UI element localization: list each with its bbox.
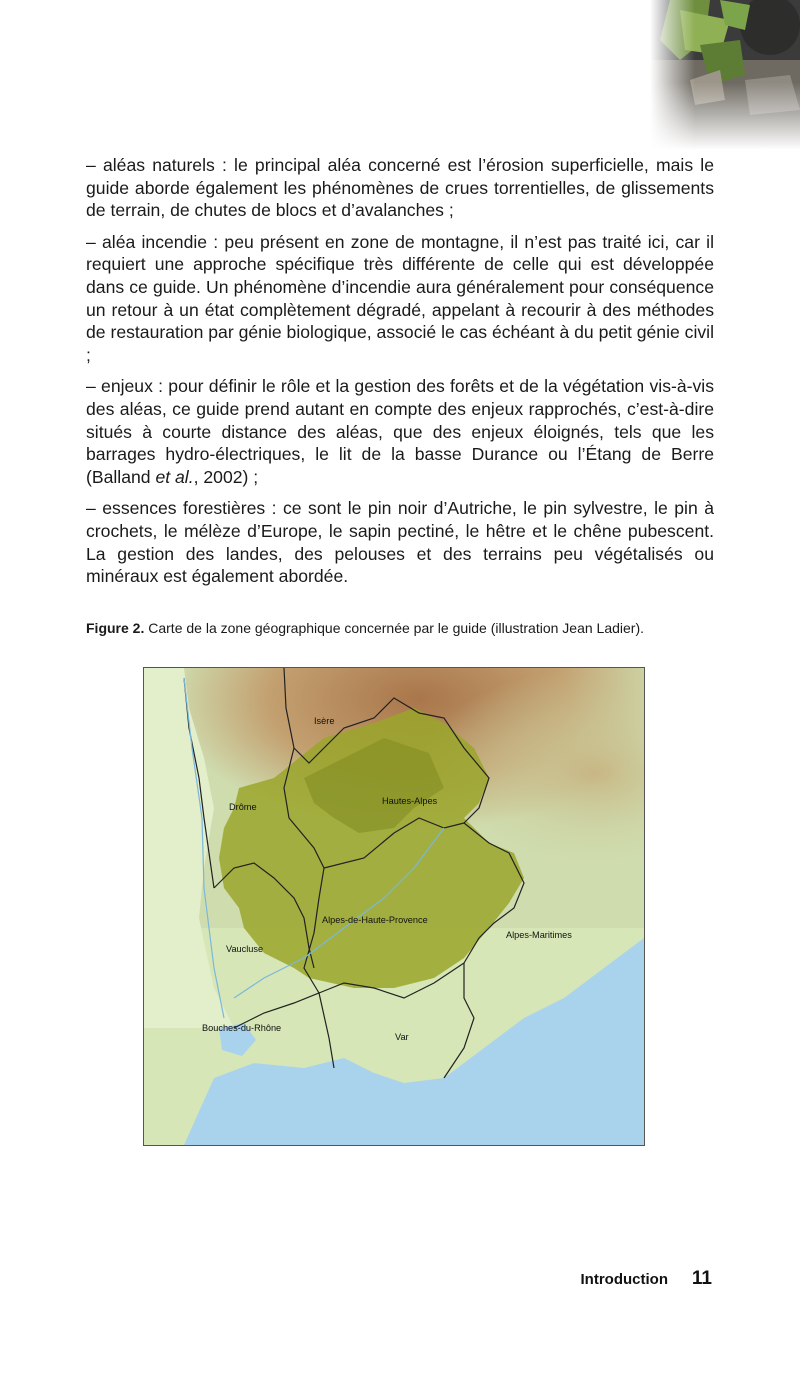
enjeux-text: – enjeux : pour définir le rôle et la gestion des forêts et de la végétation vis-à-vis des aléas, ce guide prend autant en compte des enjeux rapprochés, c’est-à-dire situés à courte distance des aléas, que des enjeux éloignés, tels que les barrages hydro-électriques, le lit de la basse Durance ou l’Étang de Berre (Balland: [86, 376, 714, 487]
label-var: Var: [395, 1032, 409, 1042]
figure-caption: [86, 619, 726, 637]
label-alpes-de-haute-provence: Alpes-de-Haute-Provence: [322, 915, 428, 925]
paragraph-alea-incendie: – aléa incendie : peu présent en zone de montagne, il n’est pas traité ici, car il requiert une approche spécifique très différente de celle qui est développée dans ce guide. Un phénomène d’incendie aura généralement pour conséquence un retour à un état complètement dégradé, appelant à recourir à des méthodes de restauration par génie biologique, associé le cas échéant à du petit génie civil ;: [86, 231, 714, 365]
label-drome: Drôme: [229, 802, 257, 812]
figure-label: Figure 2.: [86, 620, 145, 636]
paragraph-essences: – essences forestières : ce sont le pin noir d’Autriche, le pin sylvestre, le pin à crochets, le mélèze d’Europe, le sapin pectiné, le hêtre et le chêne pubescent. La gestion des landes, des pelouses et des terrains peu végétalisés ou minéraux est également abordée.: [86, 498, 714, 587]
corner-photo: [650, 0, 800, 150]
enjeux-text-end: , 2002) ;: [193, 466, 259, 487]
label-vaucluse: Vaucluse: [226, 944, 264, 954]
paragraph-enjeux: [86, 375, 714, 488]
page-number: 11: [691, 1268, 712, 1289]
region-map: [143, 667, 645, 1146]
page-footer: [560, 1268, 720, 1292]
label-hautes-alpes: Hautes-Alpes: [382, 796, 438, 806]
enjeux-italic: et al.: [155, 466, 194, 487]
map-graphic: [144, 668, 644, 1145]
body-text: [86, 154, 714, 588]
footer-section-title: Introduction: [580, 1271, 668, 1288]
figure-caption-text: Carte de la zone géographique concernée par le guide (illustration Jean Ladier).: [144, 620, 645, 636]
paragraph-aleas-naturels: – aléas naturels : le principal aléa concerné est l’érosion superficielle, mais le guide aborde également les phénomènes de crues torrentielles, de glissements de terrain, de chutes de blocs et d’avalanches ;: [86, 155, 714, 221]
label-alpes-maritimes: Alpes-Maritimes: [506, 930, 572, 940]
label-bouches-du-rhone: Bouches-du-Rhône: [202, 1023, 282, 1033]
label-isere: Isère: [314, 716, 335, 726]
